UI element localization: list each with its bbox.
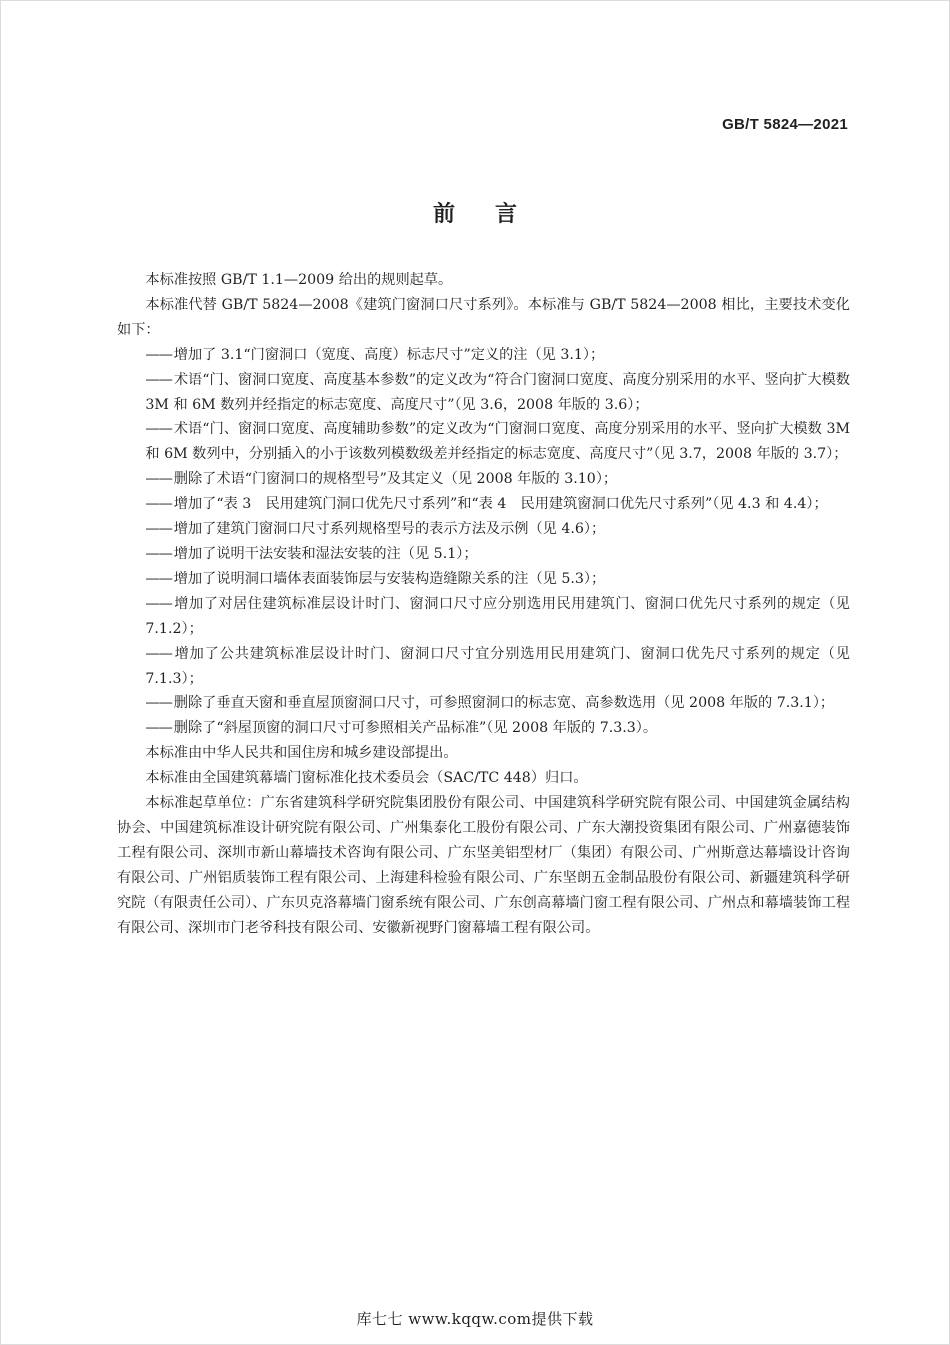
download-footer: 库七七 www.kqqw.com提供下载 [356,1310,594,1328]
dash-prefix: —— [145,545,172,562]
list-item [117,368,850,418]
list-item-text: 增加了说明洞口墙体表面装饰层与安装构造缝隙关系的注（见 5.3）； [173,570,606,587]
list-item [117,467,850,492]
changes-list [117,343,850,742]
list-item-text: 术语“门、窗洞口宽度、高度基本参数”的定义改为“符合门窗洞口宽度、高度分别采用的水平、竖向扩大模数 3M 和 6M 数列并经指定的标志宽度、高度尺寸”（见 3.6，2008 年版的 3.6）； [145,371,850,413]
list-item [117,642,850,692]
list-item-text: 术语“门、窗洞口宽度、高度辅助参数”的定义改为“门窗洞口宽度、高度分别采用的水平、竖向扩大模数 3M 和 6M 数列中，分别插入的小于该数列模数级差并经指定的标志宽度、高度尺寸”（见 3.7，2008 年版的 3.7）； [145,421,850,463]
dash-prefix: —— [145,570,172,587]
list-item-text: 增加了 3.1“门窗洞口（宽度、高度）标志尺寸”定义的注（见 3.1）； [173,346,605,363]
intro-paragraph-2: 本标准代替 GB/T 5824—2008《建筑门窗洞口尺寸系列》。本标准与 GB/T 5824—2008 相比，主要技术变化如下： [117,296,850,338]
list-item-text: 删除了垂直天窗和垂直屋顶窗洞口尺寸，可参照窗洞口的标志宽、高参数选用（见 2008 年版的 7.3.1）； [173,695,835,712]
list-item [117,592,850,642]
dash-prefix: —— [145,346,172,363]
list-item [117,417,850,467]
dash-prefix: —— [145,521,172,538]
list-item-text: 增加了建筑门窗洞口尺寸系列规格型号的表示方法及示例（见 4.6）； [173,521,606,538]
page-title: 前言 [432,202,557,227]
list-item [117,716,850,741]
list-item [117,492,850,517]
drafters-paragraph: 本标准起草单位：广东省建筑科学研究院集团股份有限公司、中国建筑科学研究院有限公司、中国建筑金属结构协会、中国建筑标准设计研究院有限公司、广州集泰化工股份有限公司、广东大潮投资集团有限公司、广州嘉德装饰工程有限公司、深圳市新山幕墙技术咨询有限公司、广东坚美铝型材厂（集团）有限公司、广州斯意达幕墙设计咨询有限公司、广州铝质装饰工程有限公司、上海建科检验有限公司、广东坚朗五金制品股份有限公司、新疆建筑科学研究院（有限责任公司）、广东贝克洛幕墙门窗系统有限公司、广东创高幕墙门窗工程有限公司、广州点和幕墙装饰工程有限公司、深圳市门老爷科技有限公司、安徽新视野门窗幕墙工程有限公司。 [117,795,850,936]
list-item-text: 增加了对居住建筑标准层设计时门、窗洞口尺寸应分别选用民用建筑门、窗洞口优先尺寸系列的规定（见 7.1.2）； [145,595,850,637]
dash-prefix: —— [145,695,172,712]
list-item-text: 删除了“斜屋顶窗的洞口尺寸可参照相关产品标准”（见 2008 年版的 7.3.3）。 [173,720,658,737]
list-item-text: 增加了说明干法安装和湿法安装的注（见 5.1）； [173,545,478,562]
dash-prefix: —— [145,720,172,737]
dash-prefix: —— [145,471,172,488]
list-item [117,542,850,567]
proposer-paragraph: 本标准由中华人民共和国住房和城乡建设部提出。 [145,745,458,762]
standard-number: GB/T 5824—2021 [722,116,848,133]
list-item [117,691,850,716]
list-item [117,567,850,592]
dash-prefix: —— [145,371,172,388]
intro-paragraph-1: 本标准按照 GB/T 1.1—2009 给出的规则起草。 [145,272,453,288]
foreword-body [117,268,850,940]
dash-prefix: —— [145,645,172,662]
dash-prefix: —— [145,421,172,438]
list-item-text: 增加了公共建筑标准层设计时门、窗洞口尺寸宜分别选用民用建筑门、窗洞口优先尺寸系列的规定（见 7.1.3）； [145,645,850,687]
list-item [117,517,850,542]
dash-prefix: —— [145,496,172,513]
list-item [117,343,850,368]
list-item-text: 增加了“表 3 民用建筑门洞口优先尺寸系列”和“表 4 民用建筑窗洞口优先尺寸系列”（见 4.3 和 4.4）； [173,496,828,513]
dash-prefix: —— [145,595,172,612]
committee-paragraph: 本标准由全国建筑幕墙门窗标准化技术委员会（SAC/TC 448）归口。 [145,770,588,787]
list-item-text: 删除了术语“门窗洞口的规格型号”及其定义（见 2008 年版的 3.10）； [173,471,618,488]
